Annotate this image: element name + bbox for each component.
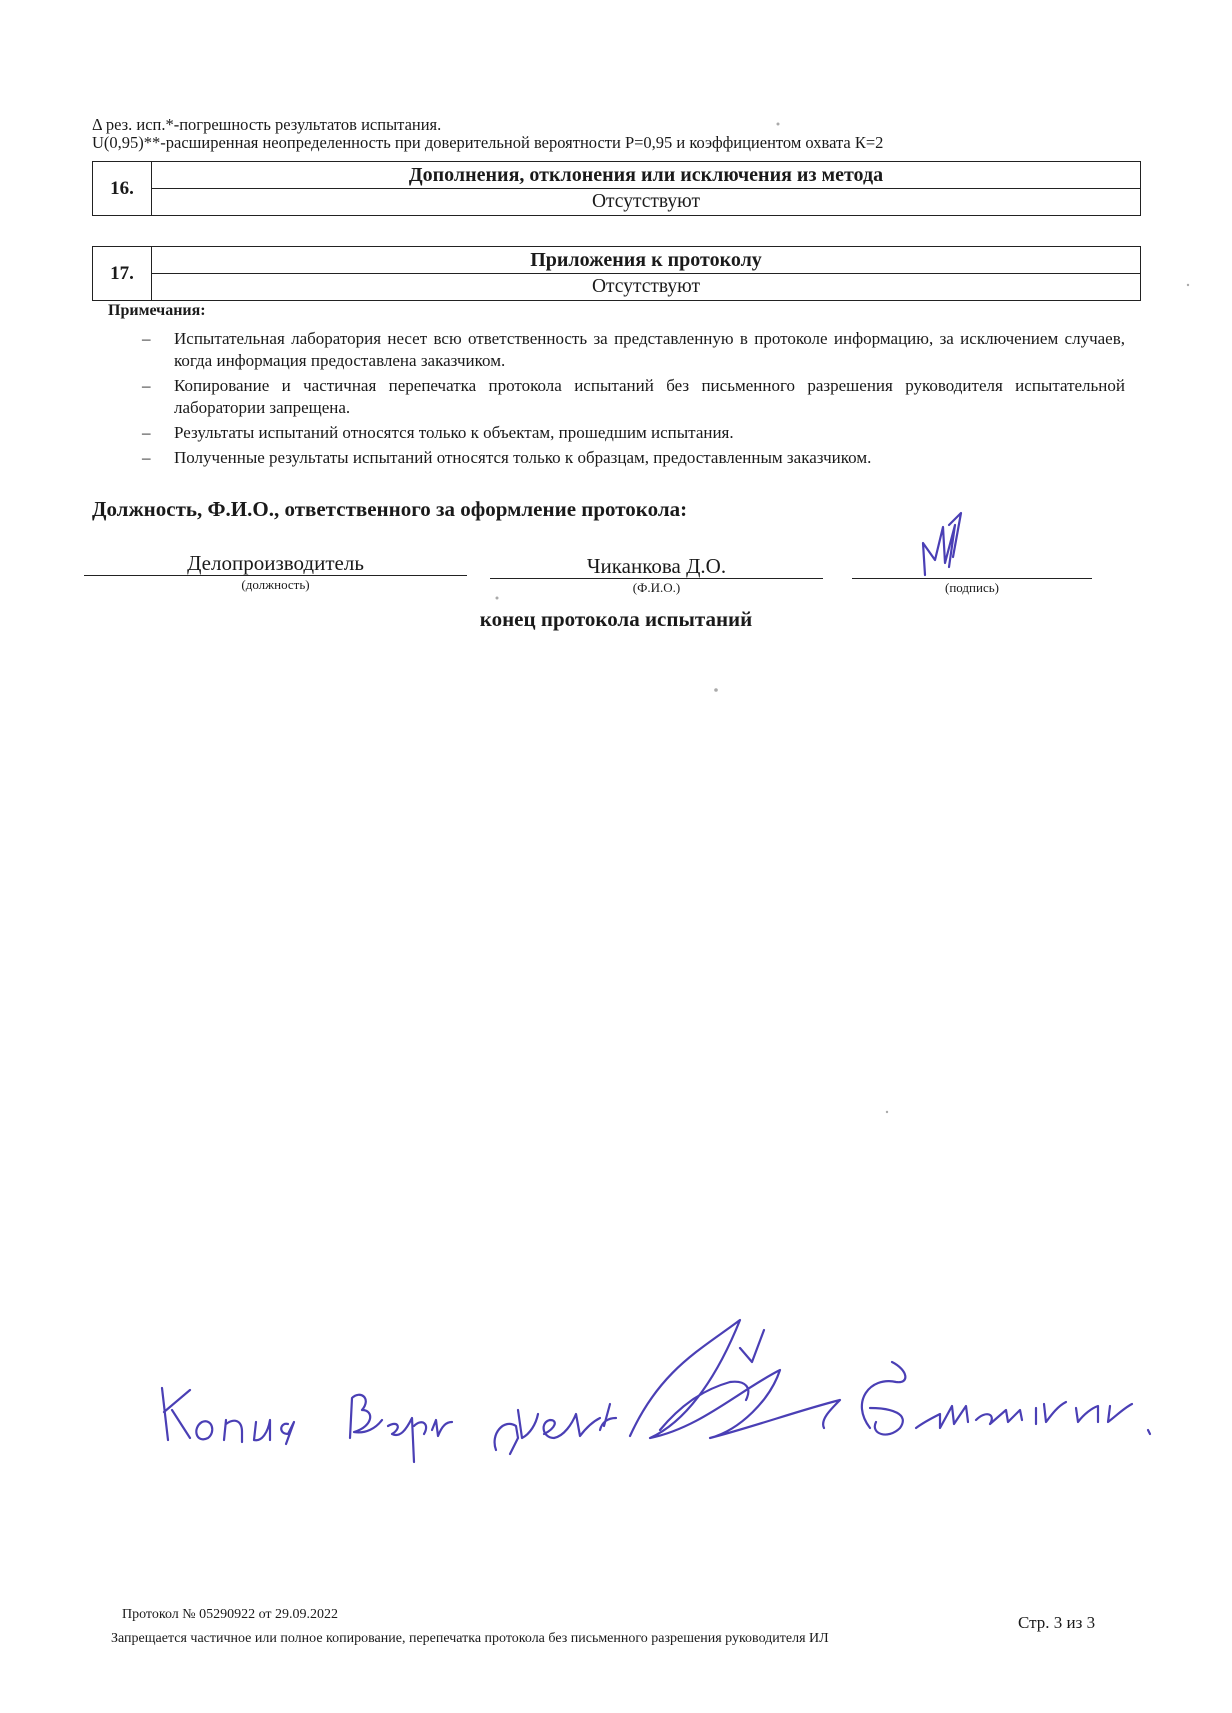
page-number: Стр. 3 из 3 — [1018, 1613, 1096, 1632]
position-field: Делопроизводитель — [84, 551, 467, 576]
section-16-title: Дополнения, отклонения или исключения из метода — [152, 162, 1141, 189]
footer-protocol: Протокол № 05290922 от 29.09.2022 — [122, 1607, 339, 1622]
name-caption: (Ф.И.О.) — [632, 580, 681, 595]
certification-handwriting — [140, 1310, 1180, 1470]
section-17-value: Отсутствуют — [152, 274, 1141, 301]
notes-title: Примечания: — [108, 302, 206, 319]
footnote-uncertainty: U(0,95)**-расширенная неопределенность при доверительной вероятности P=0,95 и коэффициентом охвата К=2 — [92, 133, 884, 152]
footer-prohibition: Запрещается частичное или полное копирование, перепечатка протокола без письменного разрешения руководителя ИЛ — [111, 1631, 829, 1646]
section-16-value: Отсутствуют — [152, 189, 1141, 216]
note-item: – Результаты испытаний относятся только к объектам, прошедшим испытания. — [142, 422, 1125, 444]
responsible-title: Должность, Ф.И.О., ответственного за оформление протокола: — [92, 497, 688, 521]
section-17-title: Приложения к протоколу — [152, 247, 1141, 274]
section-16-number: 16. — [93, 162, 152, 216]
position-caption: (должность) — [241, 577, 310, 592]
signature-caption: (подпись) — [945, 580, 999, 595]
note-item: – Копирование и частичная перепечатка протокола испытаний без письменного разрешения руководителя испытательной лаборатории запрещена. — [142, 375, 1125, 419]
section-17-number: 17. — [93, 247, 152, 301]
footnote-error: Δ рез. исп.*-погрешность результатов испытания. — [92, 115, 442, 134]
end-title: конец протокола испытаний — [479, 607, 753, 631]
name-field: Чиканкова Д.О. — [490, 554, 823, 579]
note-item: – Полученные результаты испытаний относятся только к образцам, предоставленным заказчиком. — [142, 447, 1125, 469]
note-item: – Испытательная лаборатория несет всю ответственность за представленную в протоколе информацию, за исключением случаев, когда информация предоставлена заказчиком. — [142, 328, 1125, 372]
